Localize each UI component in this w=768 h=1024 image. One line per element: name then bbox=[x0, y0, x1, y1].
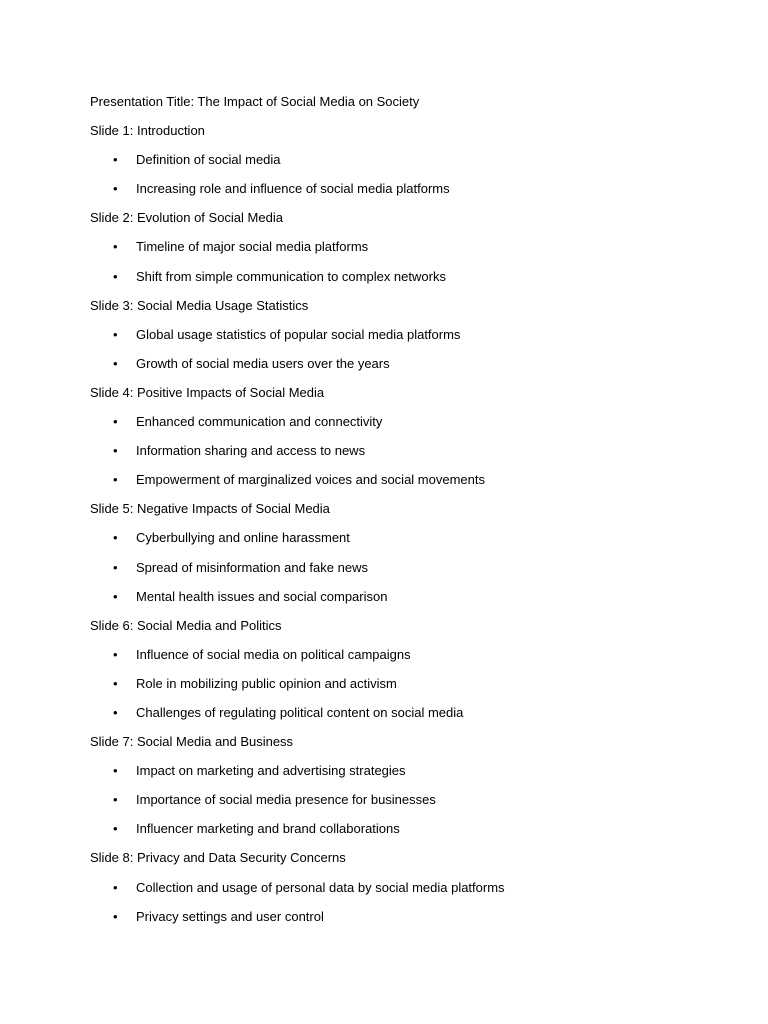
slide-6-section bbox=[90, 617, 730, 733]
slide-heading: Slide 3: Social Media Usage Statistics bbox=[90, 297, 309, 313]
list-item bbox=[90, 908, 730, 937]
list-item-text: Spread of misinformation and fake news bbox=[136, 559, 368, 575]
list-item bbox=[90, 879, 730, 908]
slide-heading: Slide 5: Negative Impacts of Social Media bbox=[90, 501, 330, 517]
list-item-text: Timeline of major social media platforms bbox=[136, 239, 369, 255]
bullet-icon: • bbox=[113, 559, 118, 575]
slide-1-section bbox=[90, 122, 730, 209]
slide-8-section bbox=[90, 849, 730, 936]
list-item bbox=[90, 559, 730, 588]
bullet-icon: • bbox=[113, 704, 118, 720]
bullet-icon: • bbox=[113, 908, 118, 924]
bullet-icon: • bbox=[113, 443, 118, 459]
list-item-text: Mental health issues and social comparison bbox=[136, 588, 388, 604]
slide-2-section bbox=[90, 209, 730, 296]
slide-heading: Slide 6: Social Media and Politics bbox=[90, 617, 282, 633]
list-item bbox=[90, 820, 730, 849]
bullet-icon: • bbox=[113, 239, 118, 255]
bullet-icon: • bbox=[113, 181, 118, 197]
list-item bbox=[90, 646, 730, 675]
list-item bbox=[90, 151, 730, 180]
bullet-icon: • bbox=[113, 763, 118, 779]
list-item-text: Importance of social media presence for businesses bbox=[136, 792, 436, 808]
bullet-icon: • bbox=[113, 414, 118, 430]
list-item bbox=[90, 355, 730, 384]
outline-content bbox=[90, 93, 730, 937]
presentation-title: Presentation Title: The Impact of Social Media on Society bbox=[90, 94, 420, 109]
list-item-text: Empowerment of marginalized voices and social movements bbox=[136, 472, 485, 488]
list-item bbox=[90, 762, 730, 791]
bullet-icon: • bbox=[113, 675, 118, 691]
bullet-icon: • bbox=[113, 472, 118, 488]
bullet-icon: • bbox=[113, 792, 118, 808]
bullet-icon: • bbox=[113, 268, 118, 284]
list-item-text: Impact on marketing and advertising strategies bbox=[136, 763, 406, 779]
list-item bbox=[90, 326, 730, 355]
slide-heading: Slide 7: Social Media and Business bbox=[90, 734, 294, 750]
list-item-text: Shift from simple communication to complex networks bbox=[136, 268, 446, 284]
bullet-icon: • bbox=[113, 588, 118, 604]
list-item bbox=[90, 180, 730, 209]
list-item-text: Privacy settings and user control bbox=[136, 908, 324, 924]
slide-heading: Slide 1: Introduction bbox=[90, 123, 205, 139]
bullet-icon: • bbox=[113, 646, 118, 662]
list-item-text: Challenges of regulating political content on social media bbox=[136, 704, 464, 720]
bullet-icon: • bbox=[113, 152, 118, 168]
list-item bbox=[90, 413, 730, 442]
list-item bbox=[90, 791, 730, 820]
list-item-text: Role in mobilizing public opinion and activism bbox=[136, 675, 397, 691]
bullet-icon: • bbox=[113, 355, 118, 371]
list-item bbox=[90, 471, 730, 500]
list-item-text: Cyberbullying and online harassment bbox=[136, 530, 350, 546]
slide-5-section bbox=[90, 500, 730, 616]
list-item-text: Enhanced communication and connectivity bbox=[136, 414, 383, 430]
bullet-icon: • bbox=[113, 879, 118, 895]
bullet-icon: • bbox=[113, 326, 118, 342]
slide-heading: Slide 4: Positive Impacts of Social Media bbox=[90, 384, 325, 400]
list-item bbox=[90, 675, 730, 704]
list-item-text: Collection and usage of personal data by social media platforms bbox=[136, 879, 505, 895]
list-item-text: Definition of social media bbox=[136, 152, 281, 168]
list-item bbox=[90, 268, 730, 297]
slide-heading: Slide 8: Privacy and Data Security Concerns bbox=[90, 850, 346, 866]
list-item-text: Influencer marketing and brand collaborations bbox=[136, 821, 400, 837]
list-item bbox=[90, 529, 730, 558]
list-item-text: Influence of social media on political campaigns bbox=[136, 646, 411, 662]
list-item-text: Growth of social media users over the years bbox=[136, 355, 390, 371]
list-item-text: Increasing role and influence of social media platforms bbox=[136, 181, 450, 197]
list-item bbox=[90, 588, 730, 617]
list-item bbox=[90, 442, 730, 471]
list-item bbox=[90, 238, 730, 267]
bullet-icon: • bbox=[113, 530, 118, 546]
slide-4-section bbox=[90, 384, 730, 500]
slide-3-section bbox=[90, 297, 730, 384]
list-item bbox=[90, 704, 730, 733]
list-item-text: Information sharing and access to news bbox=[136, 443, 366, 459]
slide-7-section bbox=[90, 733, 730, 849]
bullet-icon: • bbox=[113, 821, 118, 837]
list-item-text: Global usage statistics of popular social media platforms bbox=[136, 326, 461, 342]
slide-heading: Slide 2: Evolution of Social Media bbox=[90, 210, 283, 226]
